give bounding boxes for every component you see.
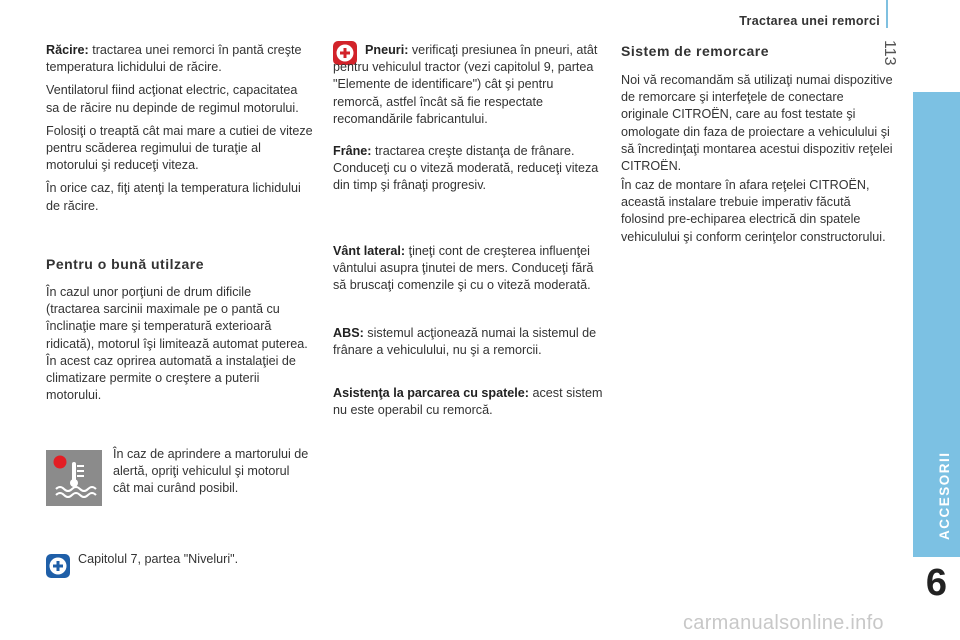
paragraph-asistenta-parcare bbox=[333, 385, 605, 419]
abs-text: sistemul acţionează numai la sistemul de frânare a vehiculului, nu şi a remorcii. bbox=[333, 326, 597, 358]
paragraph-ventilator: Ventilatorul fiind acţionat electric, capacitatea sa de răcire nu depinde de regimul motorului. bbox=[46, 83, 299, 115]
paragraph-recomandare: Noi vă recomandăm să utilizaţi numai dispozitive de remorcare şi interfeţele de conectare originale CITROËN, care au fost testate şi omologate din faza de proiectare a vehiculului şi să încredinţaţi montarea acestui dispozitiv reţelei CITROËN. bbox=[621, 73, 893, 174]
vant-label: Vânt lateral: bbox=[333, 244, 406, 258]
vant-text: ţineţi cont de creşterea influenţei vântului asupra ţinutei de mers. Conduceţi fără să bruscaţi comenzile şi cu o viteză moderată. bbox=[333, 244, 594, 293]
plus-info-icon-ref bbox=[46, 554, 70, 583]
paragraph-abs bbox=[333, 325, 605, 359]
coolant-temperature-warning-icon bbox=[46, 450, 102, 506]
asistenta-text: acest sistem nu este operabil cu remorcă. bbox=[333, 386, 603, 418]
paragraph-racire bbox=[46, 42, 314, 76]
reference-note: Capitolul 7, partea "Niveluri". bbox=[78, 552, 239, 566]
warning-note: În caz de aprindere a martorului de alertă, opriţi vehiculul şi motorul cât mai curând posibil. bbox=[113, 447, 309, 496]
paragraph-frane bbox=[333, 143, 603, 195]
racire-label: Răcire: bbox=[46, 43, 89, 57]
page-number: 113 bbox=[881, 40, 898, 66]
section-heading-remorcare: Sistem de remorcare bbox=[621, 43, 770, 59]
paragraph-treapta: Folosiţi o treaptă cât mai mare a cutiei de viteze pentru scăderea regimului de turaţie al motorului şi reduceţi viteza. bbox=[46, 123, 313, 173]
asistenta-label: Asistenţa la parcarea cu spatele: bbox=[333, 386, 529, 400]
paragraph-montare: În caz de montare în afara reţelei CITROËN, această instalare trebuie imperativ făcută folosind pre-echiparea electrică din spatele vehiculului şi conform cerinţelor constructorului. bbox=[621, 178, 886, 244]
chapter-number: 6 bbox=[925, 562, 948, 604]
frane-text: tractarea creşte distanţa de frânare. Conduceţi cu o viteză moderată, reduceţi viteza din timp şi frânaţi progresiv. bbox=[333, 144, 599, 193]
paragraph-pneuri bbox=[333, 42, 605, 128]
paragraph-drum-dificil: În cazul unor porţiuni de drum dificile (tractarea sarcinii maximale pe o pantă cu înclinaţie mare şi temperatură exterioară ridicată), motorul îşi limitează automat puterea. În acest caz oprirea automată a instalaţiei de climatizare permite o creştere a puterii motorului. bbox=[46, 285, 308, 403]
header-divider bbox=[886, 0, 888, 28]
racire-text: tractarea unei remorci în pantă creşte temperatura lichidului de răcire. bbox=[46, 43, 302, 75]
watermark: carmanualsonline.info bbox=[683, 612, 884, 634]
section-heading-utilizare: Pentru o bună utilzare bbox=[46, 256, 205, 272]
paragraph-vant-lateral bbox=[333, 243, 605, 295]
pneuri-text: verificaţi presiunea în pneuri, atât pentru vehiculul tractor (vezi capitolul 9, partea "Elemente de identificare") cât şi pentru remorcă, astfel încât să fie respectate recomandările fabricantului. bbox=[333, 43, 598, 126]
abs-label: ABS: bbox=[333, 326, 364, 340]
chapter-number-box bbox=[913, 557, 960, 609]
paragraph-temperatura: În orice caz, fiţi atenţi la temperatura lichidului de răcire. bbox=[46, 181, 301, 213]
column-1 bbox=[46, 42, 314, 215]
pneuri-label: Pneuri: bbox=[365, 43, 409, 57]
page-header-title: Tractarea unei remorci bbox=[739, 14, 880, 28]
frane-label: Frâne: bbox=[333, 144, 372, 158]
chapter-tab-label: ACCESORII bbox=[937, 451, 952, 540]
